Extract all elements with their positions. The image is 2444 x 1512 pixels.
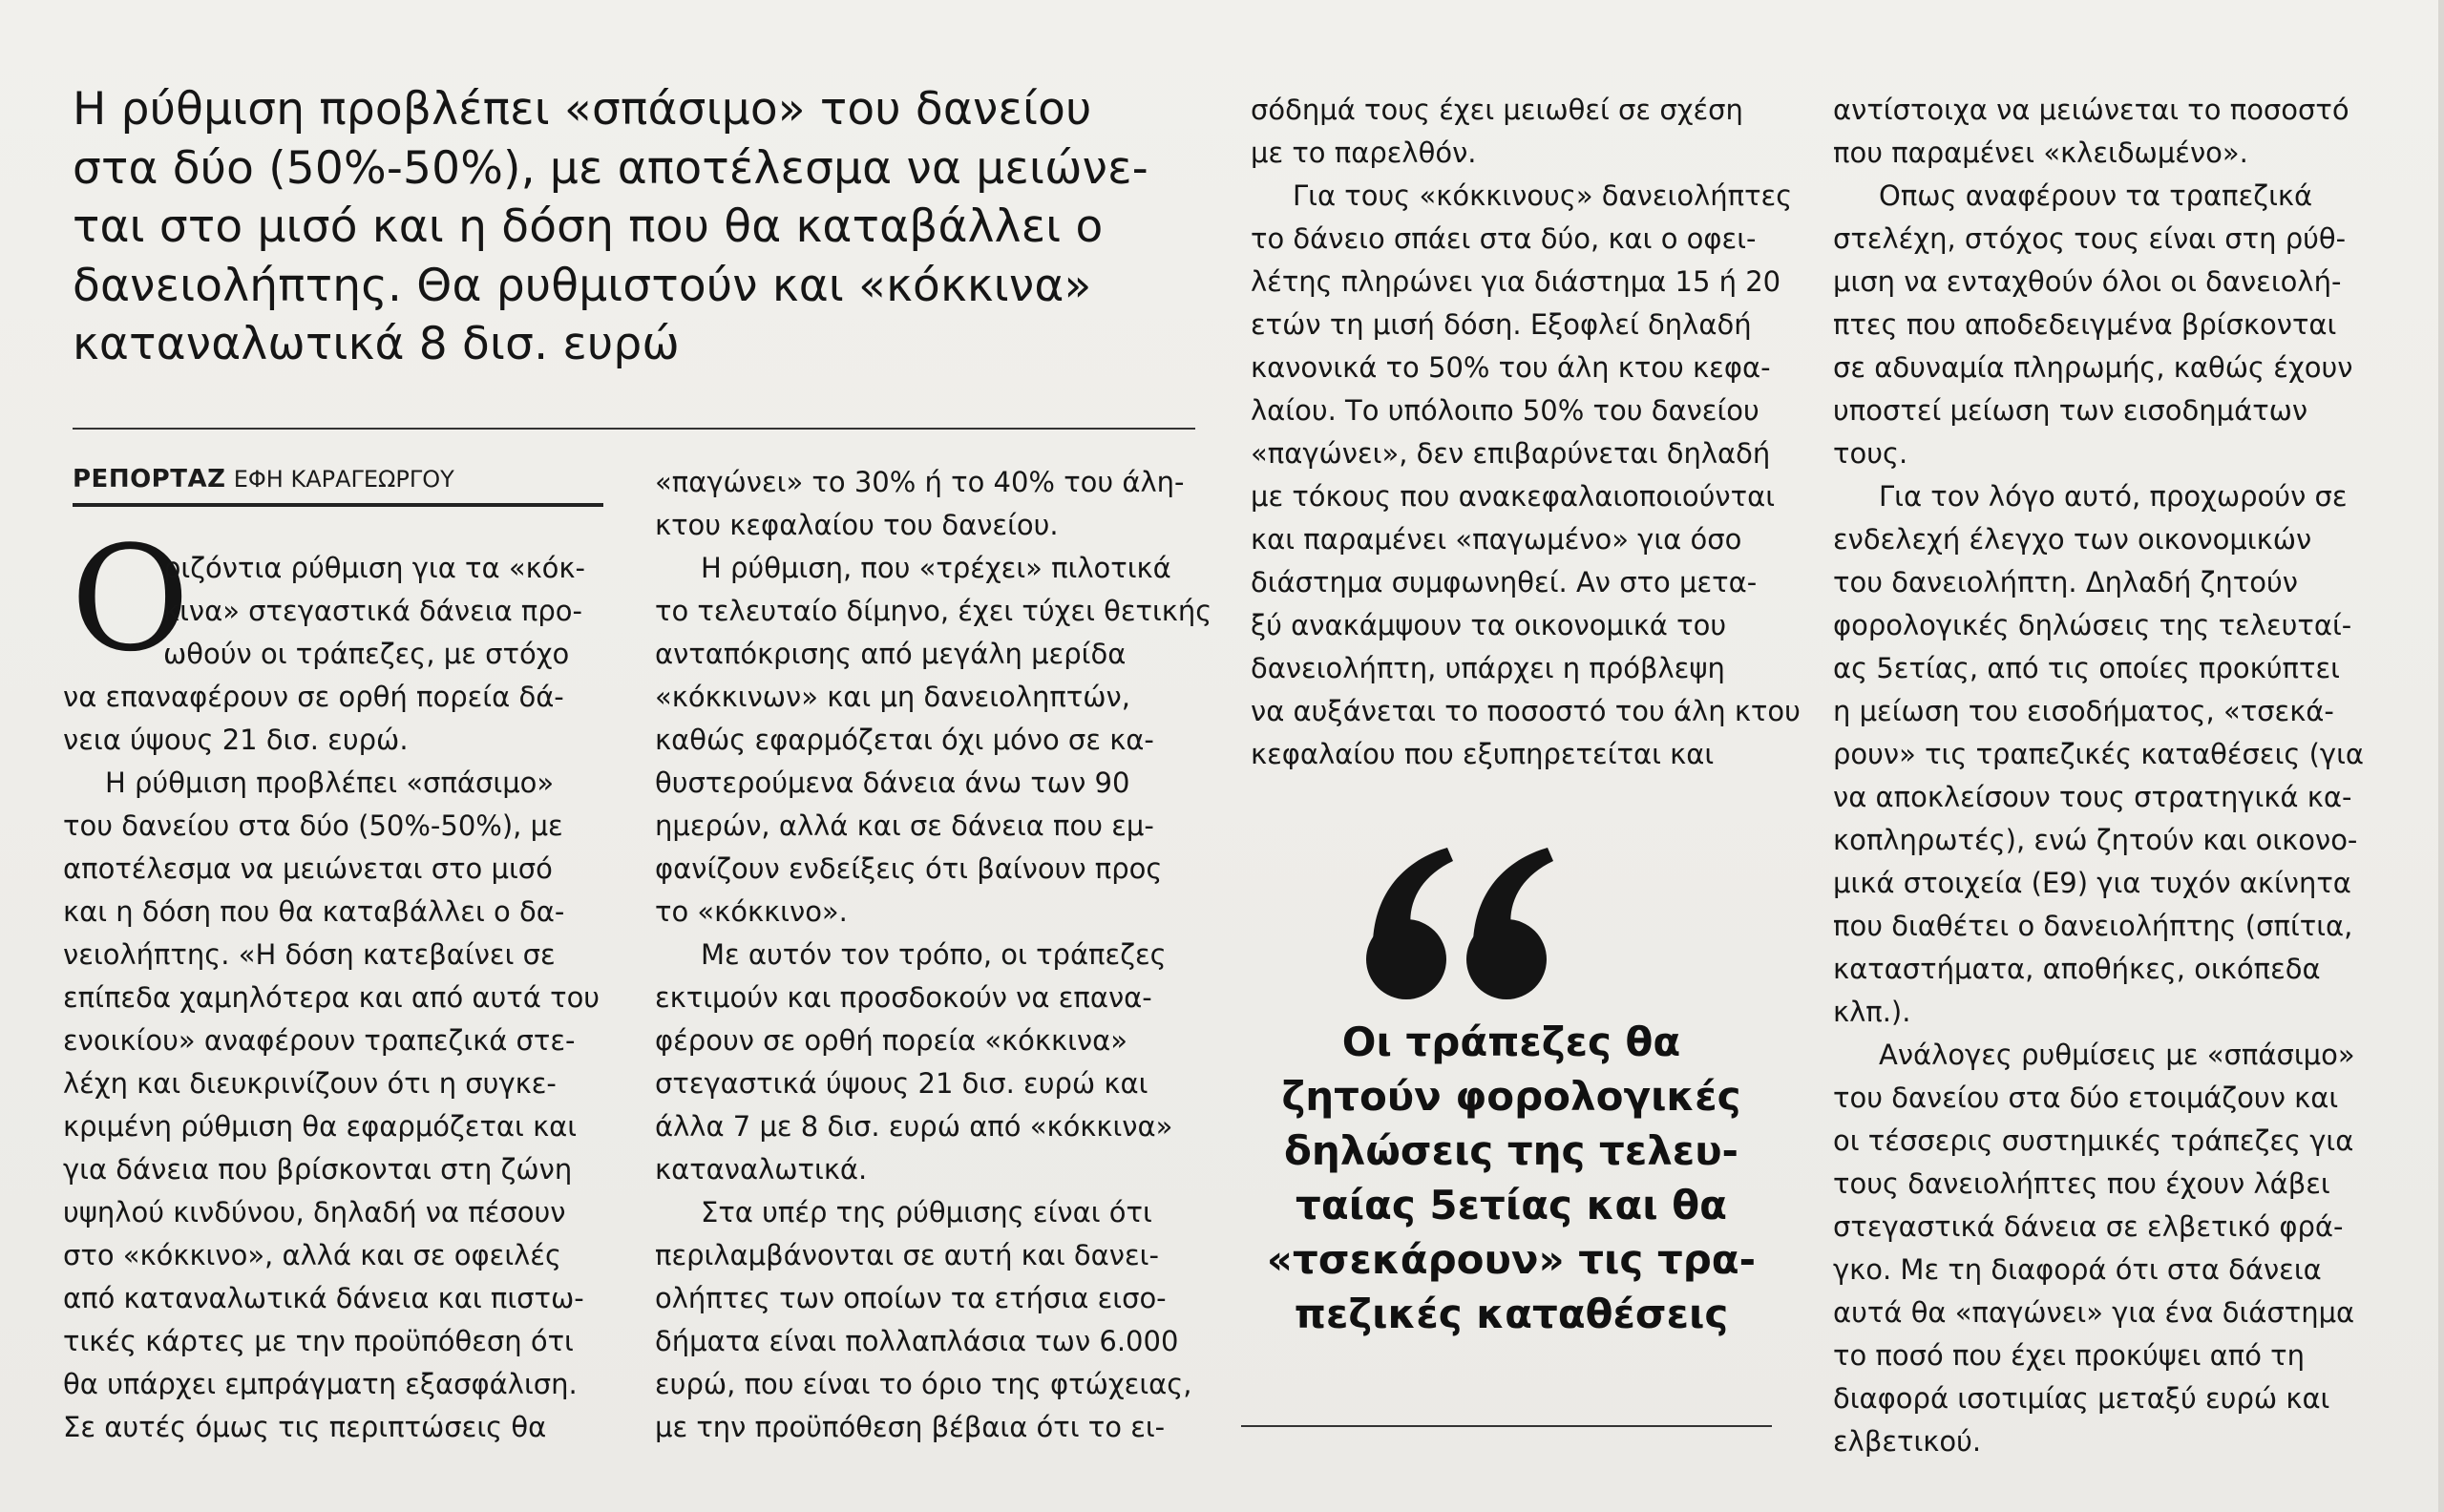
text-line: ημερών, αλλά και σε δάνεια που εμ- [655, 809, 1154, 842]
text-line: στελέχη, στόχος τους είναι στη ρύθ- [1833, 222, 2347, 255]
headline-line: καταναλωτικά 8 δισ. ευρώ [73, 318, 680, 370]
text-line: άλλα 7 με 8 δισ. ευρώ από «κόκκινα» [655, 1110, 1173, 1143]
text-line: κτου κεφαλαίου του δανείου. [655, 509, 1059, 541]
text-line: λαίου. Το υπόλοιπο 50% του δανείου [1251, 394, 1759, 427]
text-line: τους. [1833, 437, 1908, 470]
text-line: Ανάλογες ρυθμίσεις με «σπάσιμο» [1879, 1039, 2355, 1071]
text-line: κεφαλαίου που εξυπηρετείται και [1251, 738, 1715, 770]
pull-quote-line: δηλώσεις της τελευ- [1284, 1127, 1738, 1174]
text-line: υποστεί μείωση των εισοδημάτων [1833, 394, 2308, 427]
text-line: κλπ.). [1833, 996, 1911, 1028]
text-line: καταναλωτικά. [655, 1153, 868, 1186]
text-line: από καταναλωτικά δάνεια και πιστω- [63, 1282, 584, 1314]
text-line: του δανείου στα δύο ετοιμάζουν και [1833, 1082, 2339, 1114]
text-line: με την προϋπόθεση βέβαια ότι το ει- [655, 1411, 1166, 1443]
text-line: φανίζουν ενδείξεις ότι βαίνουν προς [655, 852, 1163, 885]
text-line: αυτά θα «παγώνει» για ένα διάστημα [1833, 1296, 2355, 1329]
text-line: περιλαμβάνονται σε αυτή και δανει- [655, 1239, 1159, 1271]
text-line: στεγαστικά ύψους 21 δισ. ευρώ και [655, 1067, 1148, 1100]
text-line: υψηλού κινδύνου, δηλαδή να πέσουν [63, 1196, 566, 1228]
text-line: Η ρύθμιση προβλέπει «σπάσιμο» [105, 766, 555, 799]
text-line: γκο. Με τη διαφορά ότι στα δάνεια [1833, 1253, 2322, 1286]
text-line: Σε αυτές όμως τις περιπτώσεις θα [63, 1411, 547, 1443]
text-line: Με αυτόν τον τρόπο, οι τράπεζες [701, 938, 1167, 971]
headline-rule [73, 428, 1195, 430]
text-line: πτες που αποδεδειγμένα βρίσκονται [1833, 308, 2337, 341]
text-line: θα υπάρχει εμπράγματη εξασφάλιση. [63, 1368, 578, 1400]
text-line: η μείωση του εισοδήματος, «τσεκά- [1833, 695, 2334, 727]
text-line: δήματα είναι πολλαπλάσια των 6.000 [655, 1325, 1179, 1357]
byline-author: ΕΦΗ ΚΑΡΑΓΕΩΡΓΟΥ [233, 466, 454, 493]
headline-line: Η ρύθμιση προβλέπει «σπάσιμο» του δανείου [73, 83, 1092, 136]
text-line: καταστήματα, αποθήκες, οικόπεδα [1833, 953, 2321, 985]
text-line: διάστημα συμφωνηθεί. Αν στο μετα- [1251, 566, 1758, 598]
quote-mark-icon [1354, 840, 1564, 1002]
pull-quote-rule [1241, 1425, 1772, 1427]
text-line: με το παρελθόν. [1251, 136, 1477, 169]
text-line: καθώς εφαρμόζεται όχι μόνο σε κα- [655, 724, 1154, 756]
headline-line: ται στο μισό και η δόση που θα καταβάλλει ο [73, 200, 1104, 253]
text-line: νεια ύψους 21 δισ. ευρώ. [63, 724, 409, 756]
text-line: «παγώνει» το 30% ή το 40% του άλη- [655, 466, 1185, 498]
text-line: ριζόντια ρύθμιση για τα «κόκ- [163, 552, 585, 584]
byline [73, 465, 454, 503]
text-line: Η ρύθμιση, που «τρέχει» πιλοτικά [701, 552, 1171, 584]
text-line: επίπεδα χαμηλότερα και από αυτά του [63, 981, 600, 1014]
column-4 [1833, 89, 2382, 1463]
text-line: κριμένη ρύθμιση θα εφαρμόζεται και [63, 1110, 578, 1143]
text-line: στεγαστικά δάνεια σε ελβετικό φρά- [1833, 1210, 2344, 1243]
pull-quote-line: ζητούν φορολογικές [1281, 1073, 1741, 1120]
text-line: λέχη και διευκρινίζουν ότι η συγκε- [63, 1067, 557, 1100]
show-through-text [153, 0, 1184, 32]
text-line: μιση να ενταχθούν όλοι οι δανειολή- [1833, 265, 2342, 298]
text-line: ελβετικού. [1833, 1425, 1982, 1458]
text-line: στο «κόκκινο», αλλά και σε οφειλές [63, 1239, 561, 1271]
column-3 [1251, 89, 1801, 776]
text-line: θυστερούμενα δάνεια άνω των 90 [655, 766, 1130, 799]
text-line: τους δανειολήπτες που έχουν λάβει [1833, 1167, 2330, 1200]
text-line: να αυξάνεται το ποσοστό του άλη κτου [1251, 695, 1801, 727]
byline-rule [73, 503, 603, 507]
text-line: του δανειολήπτη. Δηλαδή ζητούν [1833, 566, 2298, 598]
text-line: ας 5ετίας, από τις οποίες προκύπτει [1833, 652, 2340, 684]
text-line: που παραμένει «κλειδωμένο». [1833, 136, 2248, 169]
pull-quote-line: «τσεκάρουν» τις τρα- [1266, 1236, 1757, 1283]
text-line: εκτιμούν και προσδοκούν να επανα- [655, 981, 1152, 1014]
text-line: κοπληρωτές), ενώ ζητούν και οικονο- [1833, 824, 2358, 856]
text-line: ξύ ανακάμψουν τα οικονομικά του [1251, 609, 1727, 641]
text-line: να επαναφέρουν σε ορθή πορεία δά- [63, 681, 564, 713]
text-line: κανονικά το 50% του άλη κτου κεφα- [1251, 351, 1771, 384]
text-line: δανειολήπτη, υπάρχει η πρόβλεψη [1251, 652, 1725, 684]
text-line: ενδελεχή έλεγχο των οικονομικών [1833, 523, 2312, 556]
text-line: φέρουν σε ορθή πορεία «κόκκινα» [655, 1024, 1127, 1057]
text-line: σε αδυναμία πληρωμής, καθώς έχουν [1833, 351, 2353, 384]
text-line: φορολογικές δηλώσεις της τελευταί- [1833, 609, 2352, 641]
text-line: αποτέλεσμα να μειώνεται στο μισό [63, 852, 553, 885]
text-line: τικές κάρτες με την προϋπόθεση ότι [63, 1325, 574, 1357]
text-line: νειολήπτης. «Η δόση κατεβαίνει σε [63, 938, 556, 971]
text-line: το «κόκκινο». [655, 895, 848, 928]
text-line: οι τέσσερις συστημικές τράπεζες για [1833, 1124, 2354, 1157]
text-line: το τελευταίο δίμηνο, έχει τύχει θετικής [655, 595, 1212, 627]
text-line: «παγώνει», δεν επιβαρύνεται δηλαδή [1251, 437, 1771, 470]
text-line: ενοικίου» αναφέρουν τραπεζικά στε- [63, 1024, 576, 1057]
article-headline [73, 80, 1199, 374]
text-line: Οπως αναφέρουν τα τραπεζικά [1879, 179, 2313, 212]
text-line: «κόκκινων» και μη δανειοληπτών, [655, 681, 1130, 713]
text-line: μικά στοιχεία (Ε9) για τυχόν ακίνητα [1833, 867, 2351, 899]
text-line: λέτης πληρώνει για διάστημα 15 ή 20 [1251, 265, 1781, 298]
text-line: διαφορά ισοτιμίας μεταξύ ευρώ και [1833, 1382, 2330, 1415]
text-line: του δανείου στα δύο (50%-50%), με [63, 809, 563, 842]
text-line: να αποκλείσουν τους στρατηγικά κα- [1833, 781, 2352, 813]
headline-line: στα δύο (50%-50%), με αποτέλεσμα να μειώνε- [73, 141, 1148, 195]
pull-quote-line: πεζικές καταθέσεις [1294, 1291, 1729, 1337]
text-line: και η δόση που θα καταβάλλει ο δα- [63, 895, 565, 928]
text-line: ετών τη μισή δόση. Εξοφλεί δηλαδή [1251, 308, 1752, 341]
text-line: ολήπτες των οποίων τα ετήσια εισο- [655, 1282, 1167, 1314]
text-line: σόδημά τους έχει μειωθεί σε σχέση [1251, 94, 1743, 126]
text-line: ρουν» τις τραπεζικές καταθέσεις (για [1833, 738, 2365, 770]
text-line: ωθούν οι τράπεζες, με στόχο [163, 638, 570, 670]
text-line: αντίστοιχα να μειώνεται το ποσοστό [1833, 94, 2349, 126]
text-line: κινα» στεγαστικά δάνεια προ- [163, 595, 583, 627]
byline-tag: ΡΕΠΟΡΤΑΖ [73, 465, 226, 494]
pull-quote-line: Οι τράπεζες θα [1341, 1018, 1681, 1065]
text-line: το ποσό που έχει προκύψει από τη [1833, 1339, 2305, 1372]
text-line: το δάνειο σπάει στα δύο, και ο οφει- [1251, 222, 1757, 255]
drop-cap: Ο [71, 514, 190, 683]
text-line: Για τον λόγο αυτό, προχωρούν σε [1879, 480, 2348, 513]
text-line: για δάνεια που βρίσκονται στη ζώνη [63, 1153, 573, 1186]
headline-line: δανειολήπτης. Θα ρυθμιστούν και «κόκκινα» [73, 259, 1092, 312]
text-line: ευρώ, που είναι το όριο της φτώχειας, [655, 1368, 1192, 1400]
text-line: Στα υπέρ της ρύθμισης είναι ότι [701, 1196, 1152, 1228]
pull-quote [1239, 1015, 1783, 1341]
text-line: και παραμένει «παγωμένο» για όσο [1251, 523, 1742, 556]
text-line: ανταπόκρισης από μεγάλη μερίδα [655, 638, 1127, 670]
page-edge [2438, 0, 2444, 1512]
column-2 [655, 461, 1212, 1449]
pull-quote-line: ταίας 5ετίας και θα [1296, 1182, 1727, 1228]
column-1 [63, 547, 607, 1449]
text-line: με τόκους που ανακεφαλαιοποιούνται [1251, 480, 1776, 513]
text-line: Για τους «κόκκινους» δανειολήπτες [1293, 179, 1793, 212]
text-line: που διαθέτει ο δανειολήπτης (σπίτια, [1833, 910, 2353, 942]
